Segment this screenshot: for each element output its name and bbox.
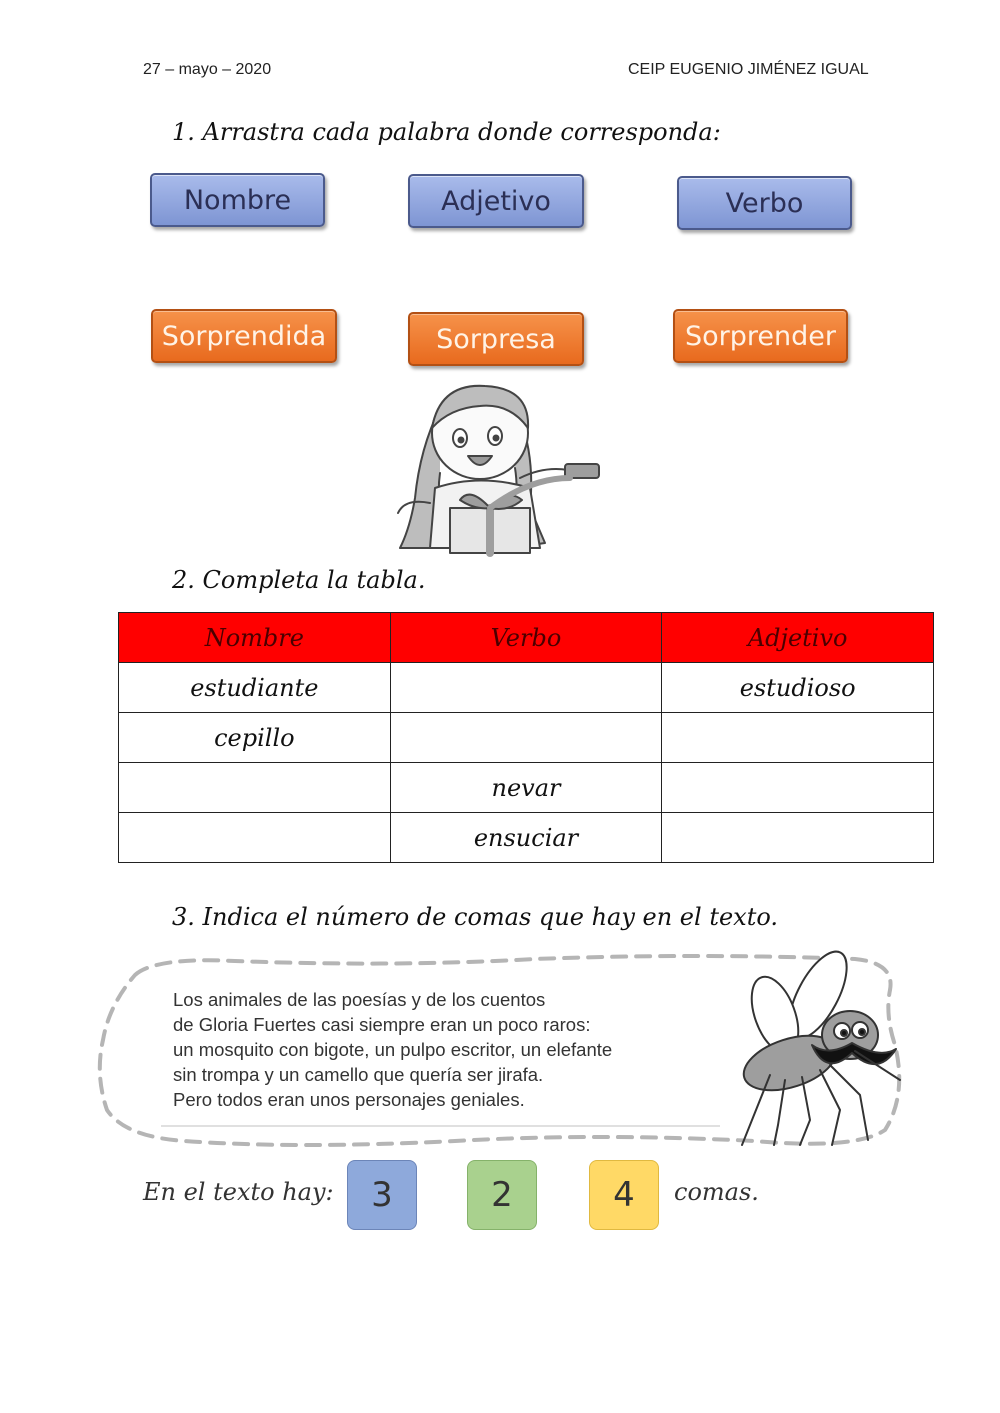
table-cell: cepillo [119,713,391,763]
answer-option-4[interactable]: 4 [589,1160,659,1230]
table-row [119,713,934,763]
drop-target-adjetivo[interactable]: Adjetivo [408,174,584,228]
column-header-adjetivo: Adjetivo [662,613,934,663]
table-cell-blank[interactable] [662,763,934,813]
word-family-table [118,612,934,863]
draggable-word-sorpresa[interactable]: Sorpresa [408,312,584,366]
passage-line: Los animales de las poesías y de los cuentos [173,989,546,1010]
draggable-word-sorprendida[interactable]: Sorprendida [151,309,337,363]
mosquito-with-mustache-illustration [730,945,920,1150]
passage-text [173,987,612,1112]
draggable-word-sorprender[interactable]: Sorprender [673,309,848,363]
passage-line: de Gloria Fuertes casi siempre eran un poco raros: [173,1014,591,1035]
table-cell-blank[interactable] [662,713,934,763]
answer-option-3[interactable]: 3 [347,1160,417,1230]
header-date: 27 – mayo – 2020 [143,61,272,78]
passage-line: sin trompa y un camello que quería ser jirafa. [173,1064,544,1085]
answer-prompt: En el texto hay: [143,1178,334,1206]
drop-target-verbo[interactable]: Verbo [677,176,852,230]
table-cell-blank[interactable] [119,813,391,863]
girl-with-gift-illustration [380,378,605,558]
exercise1-title: 1. Arrastra cada palabra donde corresponda: [172,118,721,146]
passage-line: Pero todos eran unos personajes geniales. [173,1089,525,1110]
table-cell-blank[interactable] [662,813,934,863]
drop-target-nombre[interactable]: Nombre [150,173,325,227]
header-school: CEIP EUGENIO JIMÉNEZ IGUAL [628,61,869,78]
table-row [119,813,934,863]
table-header-row [119,613,934,663]
table-row [119,663,934,713]
table-cell: estudioso [662,663,934,713]
table-cell: estudiante [119,663,391,713]
column-header-verbo: Verbo [390,613,662,663]
table-cell-blank[interactable] [390,713,662,763]
table-cell: ensuciar [390,813,662,863]
column-header-nombre: Nombre [119,613,391,663]
passage-line: un mosquito con bigote, un pulpo escritor, un elefante [173,1039,613,1060]
answer-suffix: comas. [674,1178,759,1206]
table-row [119,763,934,813]
exercise2-title: 2. Completa la tabla. [172,566,426,594]
table-cell-blank[interactable] [390,663,662,713]
table-cell: nevar [390,763,662,813]
table-cell-blank[interactable] [119,763,391,813]
exercise3-title: 3. Indica el número de comas que hay en el texto. [172,903,778,931]
answer-option-2[interactable]: 2 [467,1160,537,1230]
